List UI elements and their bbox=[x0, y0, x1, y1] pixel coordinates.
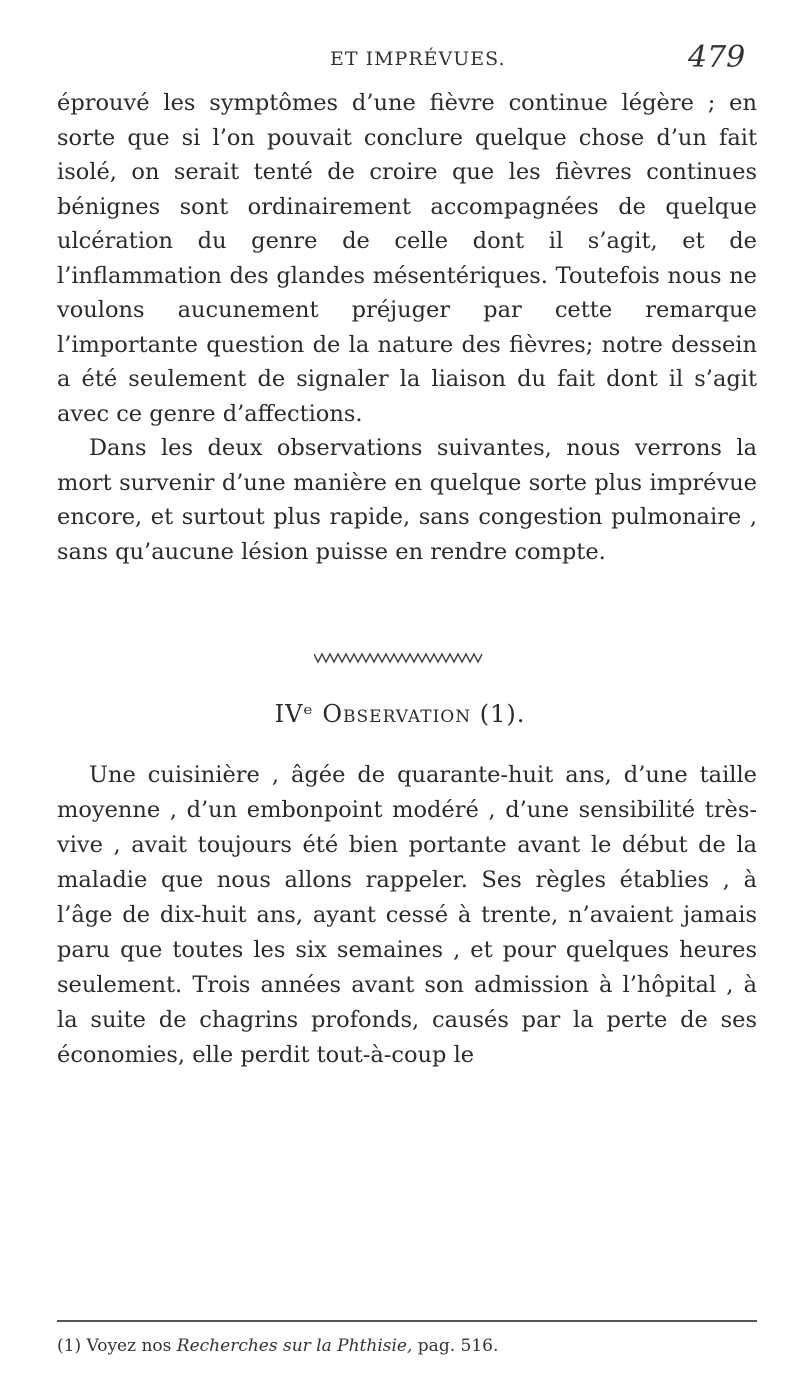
running-head: ET IMPRÉVUES. bbox=[330, 48, 506, 70]
observation-label: Observation bbox=[322, 700, 472, 728]
observation-number: IVᵉ bbox=[274, 700, 314, 728]
footnote-marker: (1) bbox=[57, 1336, 82, 1356]
paragraph-case: Une cuisinière , âgée de quarante-huit ans, d’une taille moyenne , d’un embonpoint modéré , d’une sensibilité très-vive , avait toujours été bien portante avant le début de la maladie que nous allons rappeler. Ses règles établies , à l’âge de dix-huit ans, ayant cessé à trente, n’avaient jamais paru que toutes les six semaines , et pour quelques heures seulement. Trois années avant son admission à l’hôpital , à la suite de chagrins profonds, causés par la perte de ses économies, elle perdit tout-à-coup le bbox=[57, 762, 757, 1068]
paragraph-transition: Dans les deux observations suivantes, nous verrons la mort survenir d’une manière en quelque sorte plus imprévue encore, et surtout plus rapide, sans congestion pulmonaire , sans qu’aucune lésion puisse en rendre compte. bbox=[57, 435, 757, 565]
footnote-suffix: pag. 516. bbox=[417, 1336, 499, 1356]
footnote-prefix: Voyez nos bbox=[86, 1336, 172, 1356]
footnote-title: Recherches sur la Phthisie, bbox=[176, 1336, 413, 1356]
body-text-observation bbox=[57, 758, 757, 1073]
footnote-divider bbox=[57, 1320, 757, 1322]
ornament-zigzag bbox=[314, 654, 482, 662]
footnote bbox=[57, 1336, 757, 1356]
ornamental-rule bbox=[314, 652, 484, 664]
footnote-reference: (1). bbox=[479, 700, 526, 728]
paragraph-continuation: éprouvé les symptômes d’une fièvre continue légère ; en sorte que si l’on pouvait conclure quelque chose d’un fait isolé, on serait tenté de croire que les fièvres continues bénignes sont ordinairement accompagnées de quelque ulcération du genre de celle dont il s’agit, et de l’inflammation des glandes mésentériques. Toutefois nous ne voulons aucunement préjuger par cette remarque l’importante question de la nature des fièvres; notre dessein a été seulement de signaler la liaison du fait dont il s’agit avec ce genre d’affections. bbox=[57, 90, 757, 427]
page-number: 479 bbox=[688, 40, 746, 75]
body-text-top bbox=[57, 86, 757, 569]
section-heading bbox=[0, 700, 800, 728]
